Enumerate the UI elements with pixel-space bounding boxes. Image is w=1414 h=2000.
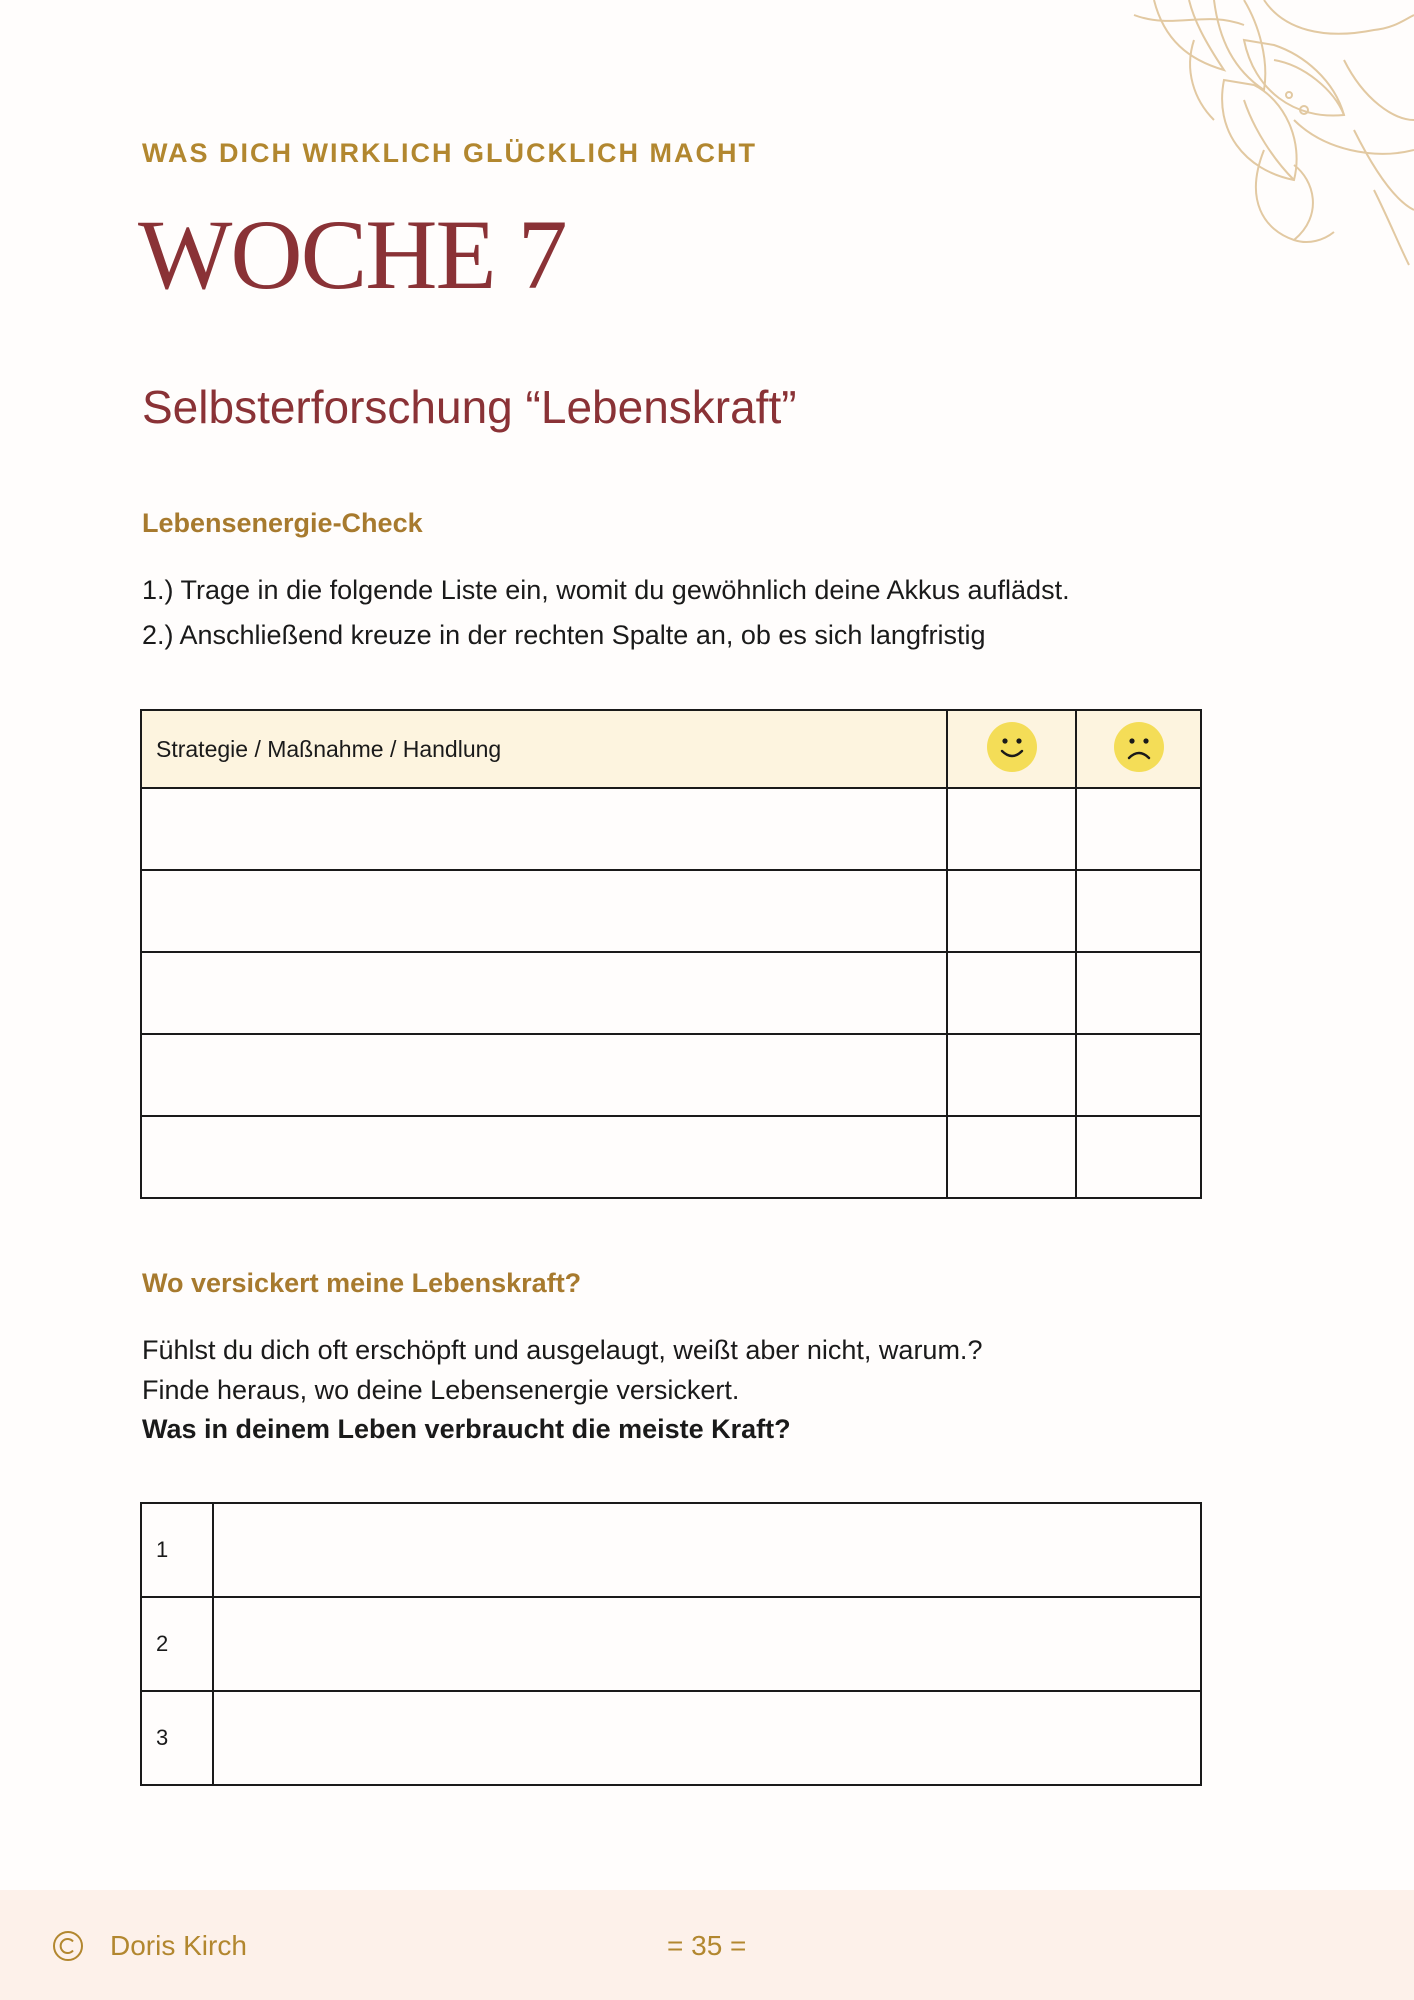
page-subtitle: Selbsterforschung “Lebenskraft” [142, 381, 797, 433]
drain-question-line-1: Fühlst du dich oft erschöpft und ausgelaugt, weißt aber nicht, warum.? [142, 1335, 983, 1365]
negative-check-cell[interactable] [1076, 952, 1201, 1034]
positive-check-cell[interactable] [947, 788, 1076, 870]
negative-column-header [1076, 710, 1201, 788]
strategy-input-cell[interactable] [141, 870, 947, 952]
lotus-flower-illustration [1094, 0, 1414, 270]
drain-input-cell[interactable] [213, 1503, 1201, 1597]
table-row [141, 1034, 1201, 1116]
negative-check-cell[interactable] [1076, 1034, 1201, 1116]
table-row [141, 1503, 1201, 1597]
table-row [141, 1691, 1201, 1785]
instruction-line-2: 2.) Anschließend kreuze in der rechten Spalte an, ob es sich langfristig [142, 620, 986, 650]
section-heading-energy-drain: Wo versickert meine Lebenskraft? [142, 1268, 582, 1298]
table-row [141, 1116, 1201, 1198]
drain-input-cell[interactable] [213, 1691, 1201, 1785]
smiley-face-icon [986, 721, 1038, 773]
series-kicker: WAS DICH WIRKLICH GLÜCKLICH MACHT [142, 138, 757, 168]
frowning-face-icon [1113, 721, 1165, 773]
energy-drain-table [140, 1502, 1202, 1786]
drain-question-line-2: Finde heraus, wo deine Lebensenergie versickert. [142, 1375, 740, 1405]
table-row [141, 952, 1201, 1034]
energy-check-table [140, 709, 1202, 1199]
positive-check-cell[interactable] [947, 952, 1076, 1034]
positive-check-cell[interactable] [947, 870, 1076, 952]
table-row [141, 870, 1201, 952]
author-name: Doris Kirch [110, 1930, 247, 1961]
page-number: = 35 = [667, 1930, 747, 1961]
row-number: 1 [141, 1503, 213, 1597]
instruction-line-1: 1.) Trage in die folgende Liste ein, womit du gewöhnlich deine Akkus auflädst. [142, 575, 1070, 605]
drain-input-cell[interactable] [213, 1597, 1201, 1691]
table-row [141, 1597, 1201, 1691]
positive-check-cell[interactable] [947, 1034, 1076, 1116]
table-row [141, 788, 1201, 870]
strategy-input-cell[interactable] [141, 788, 947, 870]
strategy-input-cell[interactable] [141, 1034, 947, 1116]
drain-question-line-3: Was in deinem Leben verbraucht die meiste Kraft? [142, 1414, 791, 1444]
table-header-row [141, 710, 1201, 788]
negative-check-cell[interactable] [1076, 1116, 1201, 1198]
section-heading-energy-check: Lebensenergie-Check [142, 508, 423, 538]
strategy-input-cell[interactable] [141, 952, 947, 1034]
strategy-column-label: Strategie / Maßnahme / Handlung [156, 735, 502, 762]
copyright-icon [52, 1930, 84, 1962]
row-number: 3 [141, 1691, 213, 1785]
strategy-column-header [141, 710, 947, 788]
strategy-input-cell[interactable] [141, 1116, 947, 1198]
positive-check-cell[interactable] [947, 1116, 1076, 1198]
negative-check-cell[interactable] [1076, 870, 1201, 952]
positive-column-header [947, 710, 1076, 788]
week-title: WOCHE 7 [138, 199, 566, 310]
row-number: 2 [141, 1597, 213, 1691]
negative-check-cell[interactable] [1076, 788, 1201, 870]
